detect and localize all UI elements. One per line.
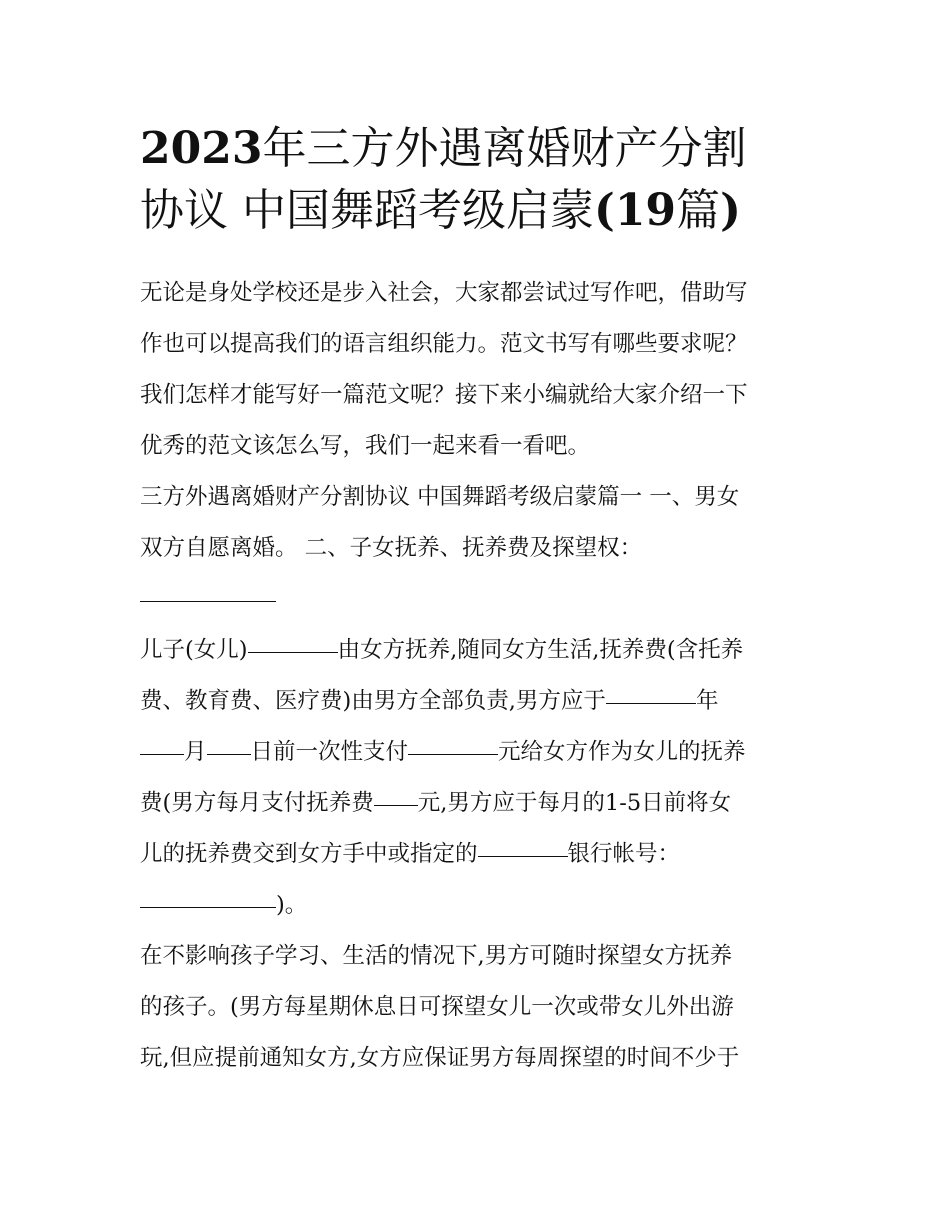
title-line1-text: 年三方外遇离婚财产分割 <box>262 123 747 174</box>
text-run: 儿的抚养费交到女方手中或指定的 <box>140 841 478 867</box>
fill-blank <box>606 675 696 704</box>
title-close-paren: ) <box>720 185 741 236</box>
section-line: 三方外遇离婚财产分割协议 中国舞蹈考级启蒙篇一 一、男女 <box>140 484 740 510</box>
blank-line <box>140 574 812 625</box>
visit-line: 的孩子。(男方每星期休息日可探望女儿一次或带女儿外出游 <box>140 994 734 1020</box>
fill-blank <box>478 828 568 857</box>
text-run: 银行帐号： <box>567 841 681 867</box>
child-line <box>140 778 812 829</box>
child-support-paragraph <box>140 625 812 931</box>
text-run: 元给女方作为女儿的抚养 <box>498 739 746 765</box>
fill-blank <box>248 624 338 653</box>
visit-line: 玩,但应提前通知女方,女方应保证男方每周探望的时间不少于 <box>140 1045 740 1071</box>
child-line <box>140 625 812 676</box>
intro-line: 作也可以提高我们的语言组织能力。范文书写有哪些要求呢？ <box>140 331 748 357</box>
visitation-paragraph <box>140 931 812 1084</box>
section-paragraph <box>140 472 812 625</box>
child-line <box>140 676 812 727</box>
text-run: 年 <box>695 688 719 714</box>
text-run: 儿子(女儿) <box>140 637 248 663</box>
intro-paragraph <box>140 268 812 472</box>
title-line2-text: 协议 中国舞蹈考级启蒙 <box>140 185 594 236</box>
text-run: 元,男方应于每月的1-5日前将女 <box>417 790 732 816</box>
text-run: 日前一次性支付 <box>250 739 409 765</box>
intro-line: 无论是身处学校还是步入社会，大家都尝试过写作吧，借助写 <box>140 280 748 306</box>
title-year: 2023 <box>140 123 263 174</box>
title-count: (19 <box>594 185 677 236</box>
fill-blank <box>140 726 184 755</box>
fill-blank <box>207 726 251 755</box>
intro-line: 优秀的范文该怎么写，我们一起来看一看吧。 <box>140 433 591 459</box>
visit-line: 在不影响孩子学习、生活的情况下,男方可随时探望女方抚养 <box>140 943 733 969</box>
title-unit: 篇 <box>676 185 721 236</box>
section-line: 双方自愿离婚。 二、子女抚养、抚养费及探望权： <box>140 535 643 561</box>
document-title <box>140 118 812 242</box>
text-run: 由女方抚养,随同女方生活,抚养费(含托养 <box>337 637 744 663</box>
child-line <box>140 880 812 931</box>
text-run: 费、教育费、医疗费)由男方全部负责,男方应于 <box>140 688 606 714</box>
fill-blank <box>140 573 276 602</box>
child-line <box>140 829 812 880</box>
fill-blank <box>408 726 498 755</box>
fill-blank <box>374 777 418 806</box>
document-body <box>140 118 812 1084</box>
text-run: 费(男方每月支付抚养费 <box>140 790 374 816</box>
intro-line: 我们怎样才能写好一篇范文呢？接下来小编就给大家介绍一下 <box>140 382 748 408</box>
text-run: 月 <box>184 739 207 765</box>
child-line <box>140 727 812 778</box>
text-run: )。 <box>276 892 308 918</box>
fill-blank <box>140 879 276 908</box>
